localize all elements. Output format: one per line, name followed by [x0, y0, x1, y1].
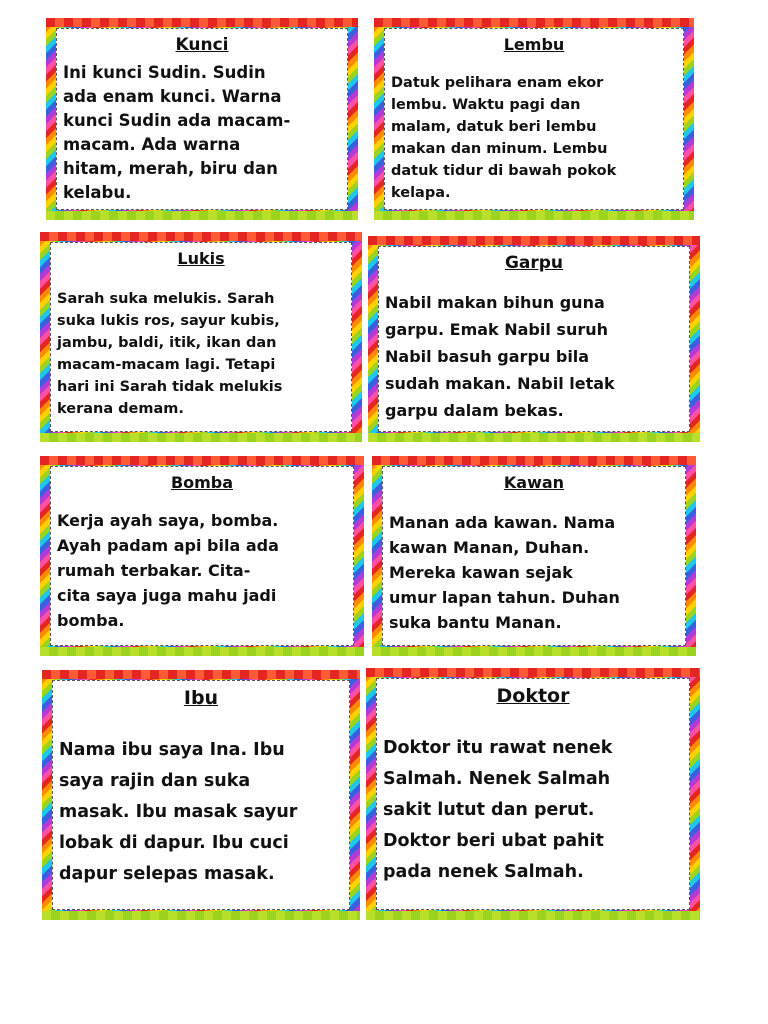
text-line: kelapa. — [391, 185, 451, 201]
card-inner — [56, 28, 348, 210]
text-line: kerana demam. — [57, 401, 184, 417]
text-line: lembu. Waktu pagi dan — [391, 97, 581, 113]
card-garpu — [368, 236, 700, 442]
card-text — [383, 733, 683, 888]
text-line: Mereka kawan sejak — [389, 563, 573, 582]
card-text — [63, 61, 341, 205]
text-line: Nabil makan bihun guna — [385, 293, 605, 312]
text-line: masak. Ibu masak sayur — [59, 802, 298, 822]
text-line: Kerja ayah saya, bomba. — [57, 511, 279, 530]
card-inner — [378, 246, 690, 432]
text-line: saya rajin dan suka — [59, 771, 251, 791]
card-ibu — [42, 670, 360, 920]
card-kawan — [372, 456, 696, 656]
text-line: ada enam kunci. Warna — [63, 87, 282, 106]
text-line: Manan ada kawan. Nama — [389, 513, 616, 532]
text-line: macam. Ada warna — [63, 135, 241, 154]
text-line: dapur selepas masak. — [59, 864, 275, 884]
text-line: datuk tidur di bawah pokok — [391, 163, 617, 179]
card-text — [385, 289, 683, 424]
text-line: Doktor beri ubat pahit — [383, 831, 604, 851]
text-line: Datuk pelihara enam ekor — [391, 75, 604, 91]
text-line: hari ini Sarah tidak melukis — [57, 379, 283, 395]
text-line: kunci Sudin ada macam- — [63, 111, 291, 130]
text-line: macam-macam lagi. Tetapi — [57, 357, 276, 373]
text-line: kelabu. — [63, 183, 132, 202]
card-inner — [384, 28, 684, 210]
card-title: Lembu — [503, 35, 565, 54]
card-inner — [50, 466, 354, 646]
text-line: cita saya juga mahu jadi — [57, 586, 277, 605]
card-bomba — [40, 456, 364, 656]
card-lembu — [374, 18, 694, 220]
text-line: kawan Manan, Duhan. — [389, 538, 590, 557]
text-line: garpu dalam bekas. — [385, 401, 564, 420]
card-title: Bomba — [170, 473, 234, 492]
text-line: suka bantu Manan. — [389, 613, 562, 632]
card-title: Kawan — [503, 473, 565, 492]
text-line: jambu, baldi, itik, ikan dan — [57, 335, 277, 351]
text-line: Sarah suka melukis. Sarah — [57, 291, 275, 307]
card-kunci — [46, 18, 358, 220]
card-lukis — [40, 232, 362, 442]
text-line: pada nenek Salmah. — [383, 862, 584, 882]
card-text — [59, 735, 343, 890]
text-line: rumah terbakar. Cita- — [57, 561, 251, 580]
card-title: Doktor — [496, 685, 570, 707]
card-inner — [376, 678, 690, 910]
text-line: sudah makan. Nabil letak — [385, 374, 615, 393]
text-line: Nama ibu saya Ina. Ibu — [59, 740, 285, 760]
text-line: Nabil basuh garpu bila — [385, 347, 590, 366]
card-text — [391, 72, 677, 204]
card-inner — [382, 466, 686, 646]
card-text — [57, 288, 345, 420]
card-title: Ibu — [183, 687, 219, 709]
text-line: umur lapan tahun. Duhan — [389, 588, 620, 607]
text-line: Salmah. Nenek Salmah — [383, 769, 611, 789]
text-line: suka lukis ros, sayur kubis, — [57, 313, 280, 329]
card-doktor — [366, 668, 700, 920]
card-title: Kunci — [175, 35, 229, 55]
card-title: Garpu — [504, 253, 564, 273]
text-line: bomba. — [57, 611, 125, 630]
text-line: garpu. Emak Nabil suruh — [385, 320, 609, 339]
text-line: makan dan minum. Lembu — [391, 141, 608, 157]
card-inner — [50, 242, 352, 432]
text-line: sakit lutut dan perut. — [383, 800, 595, 820]
text-line: hitam, merah, biru dan — [63, 159, 278, 178]
card-title: Lukis — [177, 249, 225, 268]
text-line: Doktor itu rawat nenek — [383, 738, 613, 758]
text-line: Ayah padam api bila ada — [57, 536, 279, 555]
text-line: malam, datuk beri lembu — [391, 119, 597, 135]
card-text — [389, 510, 679, 635]
text-line: Ini kunci Sudin. Sudin — [63, 63, 266, 82]
card-text — [57, 508, 347, 633]
text-line: lobak di dapur. Ibu cuci — [59, 833, 289, 853]
card-inner — [52, 680, 350, 910]
